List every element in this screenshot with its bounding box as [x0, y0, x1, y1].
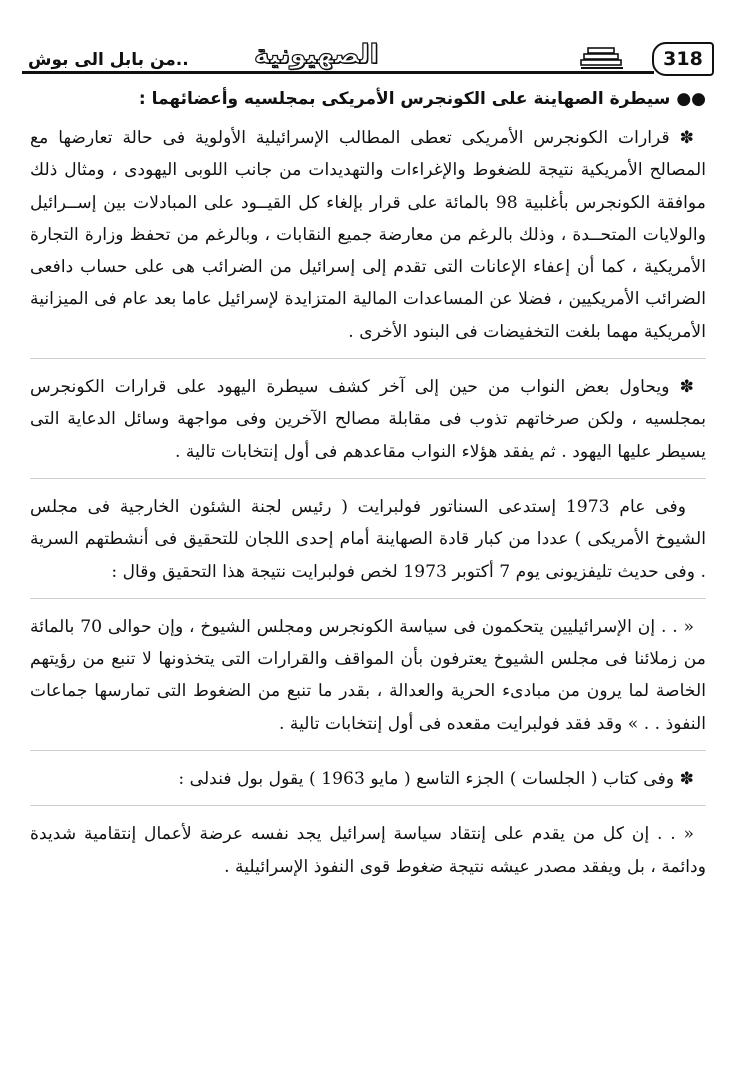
paragraph-3: وفى عام 1973 إستدعى السناتور فولبرايت ( رئيس لجنة الشئون الخارجية فى مجلس الشيوخ الأمريكى ) عددا من كبار قادة الصهاينة أمام إحدى اللجان للتحقيق فى أنشطتهم السرية . وفى حديث تليفزيونى يوم 7 أكتوبر 1973 لخص فولبرايت نتيجة هذا التحقيق وقال :: [30, 496, 706, 582]
quote-paragraph-1: « . . إن الإسرائيليين يتحكمون فى سياسة الكونجرس ومجلس الشيوخ ، وإن حوالى 70 بالمائة من زملائنا فى مجلس الشيوخ يعترفون بأن المواقف والقرارات التى يتخذونها لا تنبع من رؤيتهم الخاصة لما يرون من مبادىء الحرية والعدالة ، بقدر ما تنبع من الضغوط التى تمارسها جماعات النفوذ . . » وقد فقد فولبرايت مقعده فى أول إنتخابات تالية .: [30, 616, 706, 734]
paragraph-4: ✽ وفى كتاب ( الجلسات ) الجزء التاسع ( مايو 1963 ) يقول بول فندلى :: [178, 769, 694, 790]
divider: [30, 750, 706, 751]
paragraph-1: ✽ قرارات الكونجرس الأمريكى تعطى المطالب الإسرائيلية الأولوية فى حالة تعارضها مع المصالح الأمريكية نتيجة للضغوط والإغراءات والتهديدات من جانب اللوبى اليهودى ، ومثال ذلك موافقة الكونجرس بأغلبية 98 بالمائة على قرار بإلغاء كل القيــود على المبادلات بين إســرائيل والولايات المتحــدة ، وذلك بالرغم من معارضة جميع النقابات ، وبالرغم من تحفظ وزارة التجارة الأمريكية ، كما أن إعفاء الإعانات التى تقدم إلى إسرائيل من الضرائب هى على حساب دافعى الضرائب الأمريكيين ، فضلا عن المساعدات المالية المتزايدة لإسرائيل عاما بعد عام فى الميزانية الأمريكية مهما بلغت التخفيضات فى البنود الأخرى .: [30, 128, 707, 342]
heading-text: سيطرة الصهاينة على الكونجرس الأمريكى بمجلسيه وأعضائهما :: [138, 89, 671, 109]
books-icon: [580, 46, 624, 70]
header-subtitle: ..من بابل الى بوش: [28, 50, 189, 70]
quote-paragraph-2: « . . إن كل من يقدم على إنتقاد سياسة إسرائيل يجد نفسه عرضة لأعمال إنتقامية شديدة ودائمة ، بل ويفقد مصدر عيشه نتيجة ضغوط قوى النفوذ الإسرائيلية .: [30, 824, 706, 877]
divider: [30, 358, 706, 359]
page-header: [22, 40, 714, 76]
page-number: 318: [652, 42, 714, 76]
page-content: [30, 84, 706, 893]
divider: [30, 805, 706, 806]
header-rule: [22, 71, 654, 74]
paragraph-2: ✽ ويحاول بعض النواب من حين إلى آخر كشف سيطرة اليهود على قرارات الكونجرس بمجلسيه ، ولكن صرخاتهم تذوب فى مقابلة مصالح الآخرين وفى مواجهة وسائل الدعاية التى يسيطر عليها اليهود . ثم يفقد هؤلاء النواب مقاعدهم فى أول إنتخابات تالية .: [30, 377, 706, 462]
heading-bullet: ●●: [676, 89, 706, 109]
header-book-title: الصهيونية: [254, 40, 379, 70]
divider: [30, 478, 706, 479]
divider: [30, 598, 706, 599]
section-heading: [30, 84, 706, 114]
